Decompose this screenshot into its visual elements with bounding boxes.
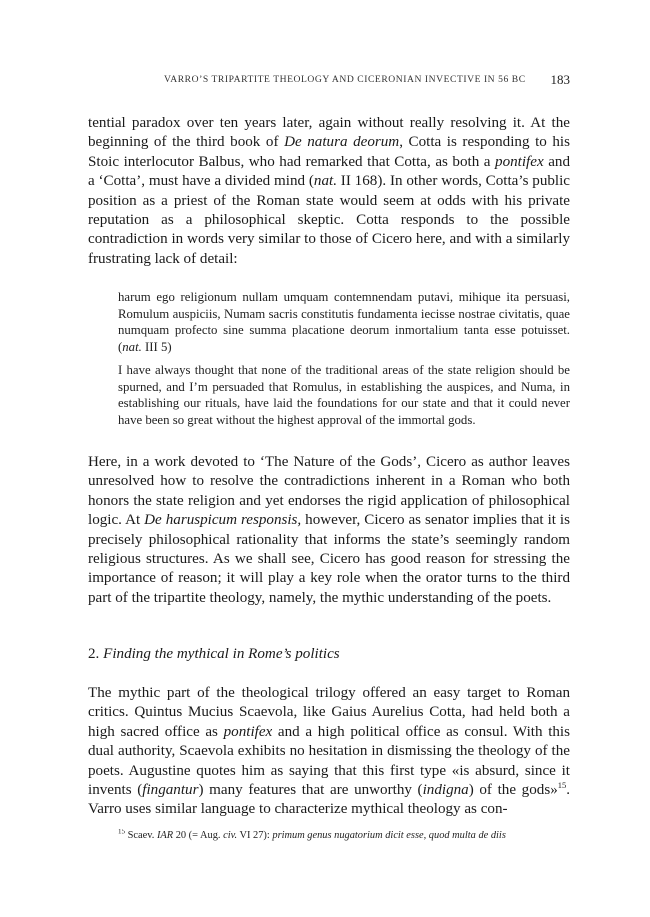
text-run: The mythic part of the theological trilogy offered an easy target to Roman critics. Quintus Mucius Scaevola, like Gaius Aurelius Cotta, had held both a high sacred office as: [88, 685, 570, 740]
running-head: VARRO’S TRIPARTITE THEOLOGY AND CICERONIAN INVECTIVE IN 56 BC: [164, 74, 526, 85]
text-run: Here, in a work devoted to ‘The Nature of the Gods’, Cicero as author leaves unresolved how to resolve the contradictions inherent in a Roman who both honors the state religion and yet endorses the rigid application of philosophical logic. At: [88, 454, 570, 529]
block-quote-latin: [118, 289, 570, 355]
italic-latin-quote: primum genus nugatorium dicit esse, quod multa de diis: [272, 830, 506, 841]
text-run: . Varro uses similar language to characterize mythical theology as con-: [88, 782, 571, 818]
body-paragraph-2: [88, 453, 570, 608]
body-paragraph-3: [88, 684, 570, 820]
section-heading: [88, 646, 570, 663]
text-run: tential paradox over ten years later, again without really resolving it. At the beginning of the third book of: [88, 115, 570, 151]
italic-citation: nat.: [122, 339, 142, 354]
text-run: ) many features that are unworthy (: [198, 782, 423, 799]
section-number: 2.: [88, 646, 100, 662]
text-run: ) of the gods»: [468, 782, 558, 799]
section-title: Finding the mythical in Rome’s politics: [103, 646, 340, 662]
italic-term: fingantur: [142, 782, 199, 799]
text-run: 20 (= Aug.: [173, 830, 224, 841]
page-number: 183: [550, 72, 570, 87]
text-run: , Cotta is responding to his Stoic interlocutor Balbus, who had remarked that Cotta, as both a: [88, 134, 571, 170]
footnote: [118, 829, 570, 843]
italic-term: pontifex: [223, 723, 273, 740]
italic-title: De natura deorum: [284, 134, 400, 151]
italic-title: De haruspicum responsis,: [144, 512, 302, 529]
body-paragraph-1: [88, 114, 570, 269]
text-run: however, Cicero as senator implies that it is precisely philosophical rationality that informs the state’s seemingly random religious structures. As we shall see, Cicero has good reason for stressing the importance of reason; it will play a key role when the orator turns to the third part of the tripartite theology, namely, the mythic understanding of the poets.: [88, 512, 571, 606]
italic-citation: IAR: [156, 830, 174, 841]
italic-citation: civ.: [223, 830, 238, 841]
text-run: Scaev.: [125, 830, 157, 841]
text-run: and a ‘Cotta’, must have a divided mind (: [88, 153, 570, 190]
text-run: III 5): [141, 339, 172, 354]
italic-term: pontifex: [495, 153, 544, 170]
text-run: and a high political office as consul. With this dual authority, Scaevola exhibits no hesitation in dismissing the theology of the poets. Augustine quotes him as saying that this first type «is absurd, since it invents (: [88, 723, 571, 799]
footnote-number: 15: [118, 829, 125, 836]
text-run: harum ego religionum nullam umquam contemnendam putavi, mihique ita persuasi, Romulum auspiciis, Numam sacris constitutis fundamenta iecisse nostrae civitatis, quae numquam profecto sine summa placatione deorum inmortalium tanta esse potuisset. (: [118, 290, 570, 354]
italic-citation: nat.: [313, 173, 337, 190]
block-quote-translation: I have always thought that none of the traditional areas of the state religion should be spurned, and I’m persuaded that Romulus, in establishing the auspices, and Numa, in establishing our rituals, have laid the foundations for our state and that it could never have been so great without the highest approval of the immortal gods.: [118, 363, 570, 427]
text-run: II 168). In other words, Cotta’s public position as a priest of the Roman state would seem at odds with his private reputation as a philosophical skeptic. Cotta responds to the possible contradiction in words very similar to those of Cicero here, and with a similarly frustrating lack of detail:: [88, 173, 571, 267]
italic-term: indigna: [422, 782, 469, 799]
footnote-reference: 15: [557, 780, 567, 790]
text-run: VI 27):: [237, 830, 273, 841]
